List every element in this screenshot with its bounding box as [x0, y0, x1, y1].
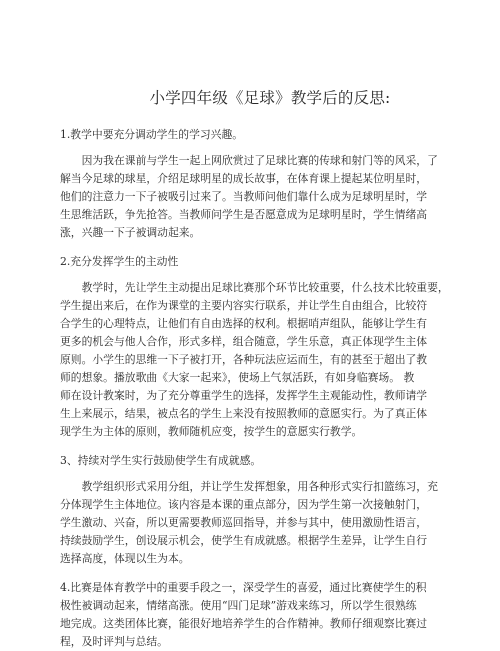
page-title: 小学四年级《足球》教学后的反思:	[149, 89, 391, 107]
paragraph-line: 教学组织形式采用分组，并让学生发挥想象，用各种形式实行扣篮练习，充	[81, 480, 438, 493]
paragraph-line: 因为我在课前与学生一起上网欣赏过了足球比赛的传球和射门等的风采，了	[81, 154, 438, 167]
paragraph-line: 地完成。这类团体比赛，能很好地培养学生的合作精神。教师仔细观察比赛过	[60, 617, 428, 630]
paragraph-line: 程，及时评判与总结。	[60, 635, 168, 648]
section-paragraph-1	[60, 152, 458, 242]
paragraph-line: 合学生的心理特点，让他们有自由选择的权利。根据哨声组队，能够让学生有	[60, 317, 428, 330]
section-paragraph-4	[60, 579, 458, 651]
section-heading-3: 3、持续对学生实行鼓励使学生有成就感。	[60, 454, 262, 467]
paragraph-line: 涨，兴趣一下子被调动起来。	[60, 226, 201, 239]
paragraph-line: 选择高度，体现以生为本。	[60, 552, 190, 565]
paragraph-line: 师在设计教案时，为了充分尊重学生的选择，发挥学生主观能动性，教师请学	[60, 389, 428, 402]
paragraph-line: 教学时，先让学生主动提出足球比赛那个环节比较重要，什么技术比较重要，	[81, 281, 449, 294]
section-paragraph-2	[60, 279, 458, 441]
paragraph-line: 持续鼓励学生，创设展示机会，使学生有成就感。根据学生差异，让学生自行	[60, 534, 428, 547]
paragraph-line: 原则。小学生的思维一下子被打开，各种玩法应运而生，有的甚至于超出了教	[60, 353, 428, 366]
paragraph-line: 解当今足球的球星，介绍足球明星的成长故事，在体育课上提起某位明星时，	[60, 172, 428, 185]
paragraph-line: 师的想象。播放歌曲《大家一起来》，使场上气氛活跃，有如身临赛场。 教	[60, 371, 415, 384]
paragraph-line: 生思维活跃，争先抢答。当教师问学生是否愿意成为足球明星时，学生情绪高	[60, 208, 428, 221]
paragraph-line: 4.比赛是体育教学中的重要手段之一，深受学生的喜爱，通过比赛使学生的积	[60, 581, 427, 594]
paragraph-line: 学生提出来后，在作为课堂的主要内容实行联系，并让学生自由组合，比较符	[60, 299, 428, 312]
paragraph-line: 现学生为主体的原则，教师随机应变，按学生的意愿实行教学。	[60, 425, 363, 438]
paragraph-line: 极性被调动起来，情绪高涨。使用“四门足球”游戏来练习，所以学生很熟练	[60, 599, 417, 612]
paragraph-line: 更多的机会与他人合作，形式多样，组合随意，学生乐意，真正体现学生主体	[60, 335, 428, 348]
paragraph-line: 分体现学生主体地位。该内容是本课的重点部分，因为学生第一次接触射门，	[60, 498, 428, 511]
section-heading-2: 2.充分发挥学生的主动性	[60, 255, 179, 268]
paragraph-line: 他们的注意力一下子被吸引过来了。当教师问他们靠什么成为足球明星时，学	[60, 190, 428, 203]
section-heading-1: 1.教学中要充分调动学生的学习兴趣。	[60, 128, 244, 141]
paragraph-line: 生上来展示，结果，被点名的学生上来没有按照教师的意愿实行。为了真正体	[60, 407, 428, 420]
section-paragraph-3	[60, 478, 458, 568]
paragraph-line: 学生激动、兴奋，所以更需要教师巡回指导，并参与其中，使用激励性语言，	[60, 516, 428, 529]
